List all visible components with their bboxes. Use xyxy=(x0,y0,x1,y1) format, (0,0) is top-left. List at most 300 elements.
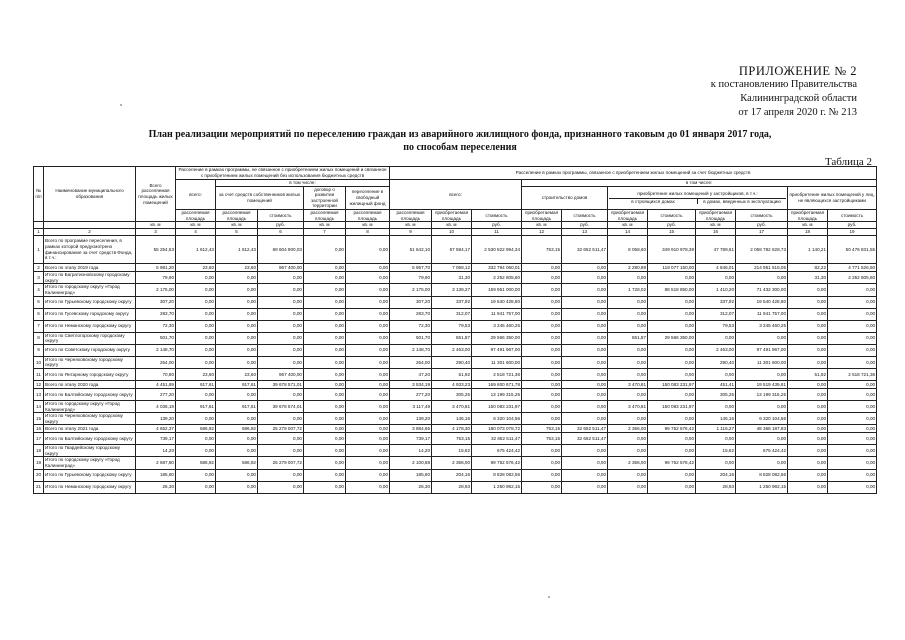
table-row xyxy=(34,320,877,332)
table-cell: 0,00 xyxy=(346,400,390,412)
table-cell: 28,93 xyxy=(432,481,472,493)
own-funds-header: за счет средств собственников жилых помещений xyxy=(216,186,304,209)
table-cell: 3 470,81 xyxy=(608,380,648,388)
table-cell: 0,00 xyxy=(736,368,788,380)
purchase-other-header: приобретение жилых помещений у лиц, не являющихся застройщиками xyxy=(788,186,877,209)
table-cell: 0,00 xyxy=(346,320,390,332)
table-cell: 0,00 xyxy=(736,457,788,469)
municipality-name: Итого по Багратионовскому городскому округу xyxy=(44,272,136,284)
table-cell: 146,16 xyxy=(432,413,472,425)
group-a-vsego: всего: xyxy=(176,180,216,210)
unit: кв. м xyxy=(304,222,346,229)
table-cell: 51,92 xyxy=(788,368,828,380)
sub-cost: стоимость xyxy=(562,209,608,221)
table-cell: 0,00 xyxy=(828,284,877,296)
table-cell: 0,00 xyxy=(346,236,390,264)
table-cell: 2 252 805,60 xyxy=(828,272,877,284)
table-cell: 0,00 xyxy=(828,433,877,445)
table-cell: 25 279 007,72 xyxy=(258,457,304,469)
table-cell: 0,00 xyxy=(216,344,258,356)
table-cell: 1 410,20 xyxy=(696,284,736,296)
municipality-name: Итого по Неманскому городскому округу xyxy=(44,481,136,493)
table-row xyxy=(34,264,877,272)
table-row xyxy=(34,284,877,296)
table-cell: 0,00 xyxy=(828,445,877,457)
table-cell: 0,00 xyxy=(562,344,608,356)
table-cell: 0,00 xyxy=(522,344,562,356)
table-cell: 0,00 xyxy=(304,236,346,264)
table-cell: 0,00 xyxy=(788,481,828,493)
table-cell: 0,00 xyxy=(346,469,390,481)
table-cell: 139,20 xyxy=(136,413,176,425)
table-cell: 0,00 xyxy=(562,469,608,481)
table-cell: 0,00 xyxy=(304,344,346,356)
table-cell: 79,53 xyxy=(696,320,736,332)
table-cell: 0,00 xyxy=(608,481,648,493)
table-cell: 312,07 xyxy=(432,308,472,320)
sub-acq-area: приобретаемая площадь xyxy=(522,209,562,221)
table-cell: 15,62 xyxy=(696,445,736,457)
municipality-name: Всего по этапу 2020 года xyxy=(44,380,136,388)
table-cell: 97 491 967,00 xyxy=(472,344,522,356)
unit: руб. xyxy=(472,222,522,229)
table-cell: 5 957,70 xyxy=(390,264,432,272)
table-cell: 8 828 082,56 xyxy=(736,469,788,481)
table-cell: 0,00 xyxy=(608,296,648,308)
table-cell: 118 077 150,00 xyxy=(648,264,696,272)
table-cell: 2 463,00 xyxy=(696,344,736,356)
table-cell: 0,00 xyxy=(788,308,828,320)
table-cell: 0,00 xyxy=(304,284,346,296)
table-cell: 0,00 xyxy=(696,272,736,284)
table-cell: 82,22 xyxy=(788,264,828,272)
table-cell: 4 771 526,50 xyxy=(828,264,877,272)
row-number: 9 xyxy=(34,344,44,356)
table-cell: 0,00 xyxy=(258,308,304,320)
group-a-incl: в том числе: xyxy=(216,180,390,187)
table-cell: 0,00 xyxy=(304,445,346,457)
table-cell: 675 424,42 xyxy=(472,445,522,457)
table-cell: 4 846,01 xyxy=(696,264,736,272)
table-cell: 39 678 574,01 xyxy=(258,400,304,412)
table-cell: 0,00 xyxy=(216,445,258,457)
unit: кв. м xyxy=(608,222,648,229)
table-cell: 0,00 xyxy=(522,413,562,425)
table-cell: 0,00 xyxy=(608,413,648,425)
table-cell: 99 752 576,42 xyxy=(472,457,522,469)
table-cell: 0,00 xyxy=(304,481,346,493)
unit: кв. м xyxy=(390,222,432,229)
table-cell: 283,70 xyxy=(136,308,176,320)
table-cell: 0,00 xyxy=(788,469,828,481)
purchase-header xyxy=(608,186,788,209)
row-number: 13 xyxy=(34,388,44,400)
row-number: 4 xyxy=(34,284,44,296)
table-cell: 0,00 xyxy=(216,356,258,368)
table-row xyxy=(34,296,877,308)
col-municipality: Наименование муниципального образования xyxy=(44,167,136,222)
table-cell: 0,00 xyxy=(648,308,696,320)
table-cell: 0,00 xyxy=(258,445,304,457)
col-total-area: Всего расселяемая площадь жилых помещений xyxy=(136,167,176,222)
table-cell: 0,00 xyxy=(562,332,608,344)
construction-header: строительство домов xyxy=(522,186,608,209)
table-cell: 11 301 600,00 xyxy=(736,356,788,368)
table-cell: 0,00 xyxy=(304,413,346,425)
table-cell: 23,60 xyxy=(176,368,216,380)
table-cell: 0,00 xyxy=(788,332,828,344)
table-cell: 0,00 xyxy=(258,481,304,493)
table-cell: 19 540 428,80 xyxy=(472,296,522,308)
document-title xyxy=(80,128,840,154)
table-cell: 0,00 xyxy=(346,344,390,356)
table-cell: 0,00 xyxy=(562,481,608,493)
table-cell: 3 884,65 xyxy=(390,425,432,433)
table-cell: 0,00 xyxy=(608,445,648,457)
table-cell: 0,00 xyxy=(304,264,346,272)
table-cell: 51,92 xyxy=(432,368,472,380)
table-cell: 159 951 000,00 xyxy=(472,284,522,296)
table-cell: 0,00 xyxy=(522,332,562,344)
municipality-name: Итого по Гусевскому городскому округу xyxy=(44,308,136,320)
table-cell: 0,00 xyxy=(346,425,390,433)
table-cell: 2 148,70 xyxy=(136,344,176,356)
row-number: 19 xyxy=(34,457,44,469)
sub-cost: стоимость xyxy=(472,209,522,221)
table-cell: 337,92 xyxy=(432,296,472,308)
column-number: 1 xyxy=(34,229,44,236)
table-cell: 0,00 xyxy=(258,320,304,332)
table-cell: 26,30 xyxy=(390,481,432,493)
table-cell: 967 400,00 xyxy=(258,264,304,272)
table-cell: 0,00 xyxy=(608,433,648,445)
table-cell: 0,00 xyxy=(828,481,877,493)
unit: руб. xyxy=(562,222,608,229)
table-cell: 0,00 xyxy=(648,413,696,425)
table-cell: 29 566 350,00 xyxy=(648,332,696,344)
row-number: 1 xyxy=(34,236,44,264)
purchase-built-header: в строящихся домах xyxy=(609,199,698,205)
table-cell: 69 604 900,03 xyxy=(258,236,304,264)
column-number: 14 xyxy=(608,229,648,236)
table-cell: 3 245 460,25 xyxy=(472,320,522,332)
table-cell: 0,00 xyxy=(522,469,562,481)
table-cell: 0,00 xyxy=(828,356,877,368)
table-cell: 0,00 xyxy=(346,457,390,469)
table-cell: 0,00 xyxy=(648,368,696,380)
table-row xyxy=(34,445,877,457)
table-cell: 185,60 xyxy=(390,469,432,481)
table-cell: 0,00 xyxy=(258,344,304,356)
column-number: 12 xyxy=(522,229,562,236)
table-cell: 753,15 xyxy=(522,433,562,445)
table-cell: 0,00 xyxy=(216,320,258,332)
table-cell: 0,00 xyxy=(176,296,216,308)
table-row xyxy=(34,332,877,344)
row-number: 8 xyxy=(34,332,44,344)
annex-title: ПРИЛОЖЕНИЕ № 2 xyxy=(738,64,857,78)
sub-acq-area: приобретаемая площадь xyxy=(608,209,648,221)
column-number: 17 xyxy=(736,229,788,236)
row-number: 20 xyxy=(34,469,44,481)
table-cell: 0,00 xyxy=(608,469,648,481)
table-row xyxy=(34,272,877,284)
table-cell: 0,00 xyxy=(608,344,648,356)
table-cell: 451,41 xyxy=(696,380,736,388)
table-cell: 551,87 xyxy=(432,332,472,344)
contract-header: договор о развитии застроенной территории xyxy=(304,186,346,209)
table-cell: 32 652 511,47 xyxy=(472,433,522,445)
table-cell: 0,00 xyxy=(216,308,258,320)
table-row xyxy=(34,413,877,425)
table-cell: 264,00 xyxy=(136,356,176,368)
municipality-name: Итого по Светлогорскому городскому округу xyxy=(44,332,136,344)
table-cell: 0,00 xyxy=(562,445,608,457)
table-cell: 0,00 xyxy=(828,308,877,320)
table-cell: 0,00 xyxy=(258,296,304,308)
table-cell: 4 652,37 xyxy=(136,425,176,433)
table-cell: 0,00 xyxy=(346,413,390,425)
table-row xyxy=(34,236,877,264)
sub-acq-area: приобретаемая площадь xyxy=(788,209,828,221)
table-cell: 0,00 xyxy=(788,320,828,332)
table-cell: 0,00 xyxy=(648,356,696,368)
table-cell: 0,00 xyxy=(608,356,648,368)
table-cell: 214 951 515,05 xyxy=(736,264,788,272)
table-cell: 0,00 xyxy=(176,332,216,344)
purchase-title: приобретение жилых помещений у застройщиков, в т.ч.: xyxy=(637,191,758,197)
table-cell: 0,00 xyxy=(788,457,828,469)
sub-area: расселяемая площадь xyxy=(390,209,432,221)
table-cell: 15,62 xyxy=(432,445,472,457)
table-row xyxy=(34,481,877,493)
table-cell: 0,00 xyxy=(522,264,562,272)
table-cell: 0,00 xyxy=(696,433,736,445)
sub-cost: стоимость xyxy=(258,209,304,221)
table-cell: 39 678 571,01 xyxy=(258,380,304,388)
table-cell: 0,00 xyxy=(522,481,562,493)
table-row xyxy=(34,308,877,320)
column-number: 7 xyxy=(304,229,346,236)
table-cell: 0,00 xyxy=(176,272,216,284)
table-cell: 0,00 xyxy=(258,388,304,400)
table-cell: 2 068 782 628,73 xyxy=(736,236,788,264)
table-cell: 917,61 xyxy=(216,400,258,412)
table-cell: 0,00 xyxy=(176,445,216,457)
table-row xyxy=(34,433,877,445)
row-number: 21 xyxy=(34,481,44,493)
table-cell: 0,00 xyxy=(648,469,696,481)
table-cell: 32 652 511,47 xyxy=(562,425,608,433)
table-cell: 0,00 xyxy=(788,296,828,308)
row-number: 10 xyxy=(34,356,44,368)
table-cell: 0,00 xyxy=(304,356,346,368)
scan-speck xyxy=(120,104,122,106)
table-cell: 332 794 060,01 xyxy=(472,264,522,272)
municipality-name: Итого по Советскому городскому округу xyxy=(44,344,136,356)
table-cell: 50 476 831,55 xyxy=(828,236,877,264)
table-cell: 71 432 300,00 xyxy=(736,284,788,296)
table-cell: 0,00 xyxy=(696,332,736,344)
table-cell: 0,00 xyxy=(828,413,877,425)
unit: кв. м xyxy=(216,222,258,229)
table-cell: 501,70 xyxy=(136,332,176,344)
table-cell: 0,00 xyxy=(562,457,608,469)
free-fund-header: переселение в свободный жилищный фонд xyxy=(346,186,390,209)
table-cell: 13 199 315,25 xyxy=(736,388,788,400)
sub-cost: стоимость xyxy=(736,209,788,221)
table-cell: 0,00 xyxy=(562,400,608,412)
table-cell: 0,00 xyxy=(562,320,608,332)
table-cell: 0,00 xyxy=(522,272,562,284)
table-cell: 3 470,81 xyxy=(608,400,648,412)
table-cell: 99 752 576,42 xyxy=(648,425,696,433)
group-b-vsego: всего: xyxy=(390,180,522,210)
table-cell: 23,60 xyxy=(176,264,216,272)
title-line-1: План реализации мероприятий по переселению граждан из аварийного жилищного фонда, признанного таковым до 01 января 2017 года, xyxy=(148,129,772,140)
column-number: 15 xyxy=(648,229,696,236)
annex-date-line: от 17 апреля 2020 г. № 213 xyxy=(738,107,857,118)
municipality-name: Всего по программе переселения, в рамках которой предусмотрено финансирование за счет средств Фонда, в т.ч.: xyxy=(44,236,136,264)
table-cell: 0,00 xyxy=(304,332,346,344)
table-cell: 2 175,00 xyxy=(136,284,176,296)
table-cell: 0,00 xyxy=(258,413,304,425)
table-cell: 0,00 xyxy=(788,344,828,356)
table-cell: 4 035,19 xyxy=(136,400,176,412)
table-cell: 180 073 078,72 xyxy=(472,425,522,433)
table-cell: 0,00 xyxy=(608,388,648,400)
table-cell: 47,20 xyxy=(390,368,432,380)
table-cell: 0,00 xyxy=(788,400,828,412)
table-cell: 2 175,00 xyxy=(390,284,432,296)
table-cell: 277,20 xyxy=(136,388,176,400)
row-number: 2 xyxy=(34,264,44,272)
table-cell: 0,00 xyxy=(562,380,608,388)
group-b-header: Расселение в рамках программы, связанное с приобретением жилых помещений за счет бюджетных средств xyxy=(390,167,877,180)
municipality-name: Итого по Гурьевскому городскому округу xyxy=(44,469,136,481)
table-cell: 0,00 xyxy=(788,425,828,433)
municipality-name: Итого по Балтийскому городскому округу xyxy=(44,388,136,400)
table-cell: 0,00 xyxy=(346,481,390,493)
table-cell: 0,00 xyxy=(828,469,877,481)
table-cell: 0,00 xyxy=(828,457,877,469)
table-cell: 32 652 511,47 xyxy=(562,236,608,264)
table-cell: 0,00 xyxy=(648,388,696,400)
table-cell: 0,00 xyxy=(562,284,608,296)
table-cell: 0,00 xyxy=(522,356,562,368)
table-cell: 3 139,27 xyxy=(432,284,472,296)
unit: руб. xyxy=(828,222,877,229)
table-cell: 3 245 460,25 xyxy=(736,320,788,332)
table-cell: 0,00 xyxy=(304,380,346,388)
row-number: 7 xyxy=(34,320,44,332)
annex-line-1: к постановлению Правительства xyxy=(710,79,857,90)
sub-cost: стоимость xyxy=(648,209,696,221)
table-cell: 23,60 xyxy=(216,264,258,272)
table-cell: 290,40 xyxy=(696,356,736,368)
table-cell: 0,00 xyxy=(346,433,390,445)
table-cell: 0,00 xyxy=(176,320,216,332)
municipality-name: Всего по этапу 2021 года xyxy=(44,425,136,433)
table-cell: 0,00 xyxy=(176,469,216,481)
table-cell: 2 518 721,36 xyxy=(472,368,522,380)
table-cell: 0,00 xyxy=(522,445,562,457)
table-cell: 349 910 978,39 xyxy=(648,236,696,264)
table-cell: 0,00 xyxy=(304,320,346,332)
table-cell: 2 518 721,36 xyxy=(828,368,877,380)
table-cell: 47 789,61 xyxy=(696,236,736,264)
table-cell: 0,00 xyxy=(828,388,877,400)
table-cell: 0,00 xyxy=(648,296,696,308)
table-cell: 55 254,53 xyxy=(136,236,176,264)
table-cell: 2 366,00 xyxy=(608,425,648,433)
row-number: 18 xyxy=(34,445,44,457)
table-cell: 11 941 757,00 xyxy=(472,308,522,320)
table-cell: 2 366,00 xyxy=(608,457,648,469)
group-b-incl: в том числе: xyxy=(522,180,877,187)
table-cell: 11 301 600,00 xyxy=(472,356,522,368)
table-cell: 0,00 xyxy=(176,413,216,425)
table-cell: 1 116,27 xyxy=(696,425,736,433)
table-cell: 0,00 xyxy=(522,308,562,320)
table-cell: 0,00 xyxy=(176,308,216,320)
table-cell: 23,60 xyxy=(216,368,258,380)
table-cell: 0,00 xyxy=(696,368,736,380)
table-cell: 169 600 671,78 xyxy=(472,380,522,388)
table-cell: 2 530 822 994,34 xyxy=(472,236,522,264)
table-cell: 0,00 xyxy=(696,457,736,469)
column-number: 18 xyxy=(788,229,828,236)
table-cell: 48 368 187,83 xyxy=(736,425,788,433)
table-cell: 0,00 xyxy=(176,481,216,493)
table-cell: 0,00 xyxy=(346,368,390,380)
sub-acq-area: приобретаемая площадь xyxy=(696,209,736,221)
table-cell: 1 612,43 xyxy=(176,236,216,264)
table-cell: 0,00 xyxy=(828,332,877,344)
table-cell: 0,00 xyxy=(304,400,346,412)
sub-area: расселяемая площадь xyxy=(346,209,390,221)
table-cell: 0,00 xyxy=(562,413,608,425)
table-cell: 72,30 xyxy=(136,320,176,332)
purchase-ready-header: в домах, введенных в эксплуатацию xyxy=(703,198,781,204)
column-number: 8 xyxy=(346,229,390,236)
table-cell: 19 540 428,80 xyxy=(736,296,788,308)
table-cell: 0,00 xyxy=(216,296,258,308)
group-a-header: Расселение в рамках программы, не связанное с приобретением жилых помещений и связанное с приобретением жилых помещений без использования бюджетных средств xyxy=(176,167,390,180)
table-cell: 0,00 xyxy=(304,296,346,308)
table-cell: 753,15 xyxy=(522,236,562,264)
table-cell: 0,00 xyxy=(828,425,877,433)
table-cell: 0,00 xyxy=(522,320,562,332)
table-cell: 0,00 xyxy=(216,272,258,284)
municipality-name: Итого по Балтийскому городскому округу xyxy=(44,433,136,445)
table-cell: 28,93 xyxy=(696,481,736,493)
resettlement-table xyxy=(33,166,877,494)
resettlement-table-wrapper xyxy=(33,166,876,494)
table-cell: 0,00 xyxy=(258,332,304,344)
table-cell: 264,00 xyxy=(390,356,432,368)
sub-area: расселяемая площадь xyxy=(216,209,258,221)
table-label: Таблица 2 xyxy=(824,156,872,168)
municipality-name: Итого по городскому округу «Город Калининград» xyxy=(44,284,136,296)
table-cell: 0,00 xyxy=(346,296,390,308)
column-number: 10 xyxy=(432,229,472,236)
table-cell: 0,00 xyxy=(608,272,648,284)
column-number: 16 xyxy=(696,229,736,236)
table-cell: 3 470,81 xyxy=(432,400,472,412)
row-number: 16 xyxy=(34,425,44,433)
unit: кв. м xyxy=(176,222,216,229)
